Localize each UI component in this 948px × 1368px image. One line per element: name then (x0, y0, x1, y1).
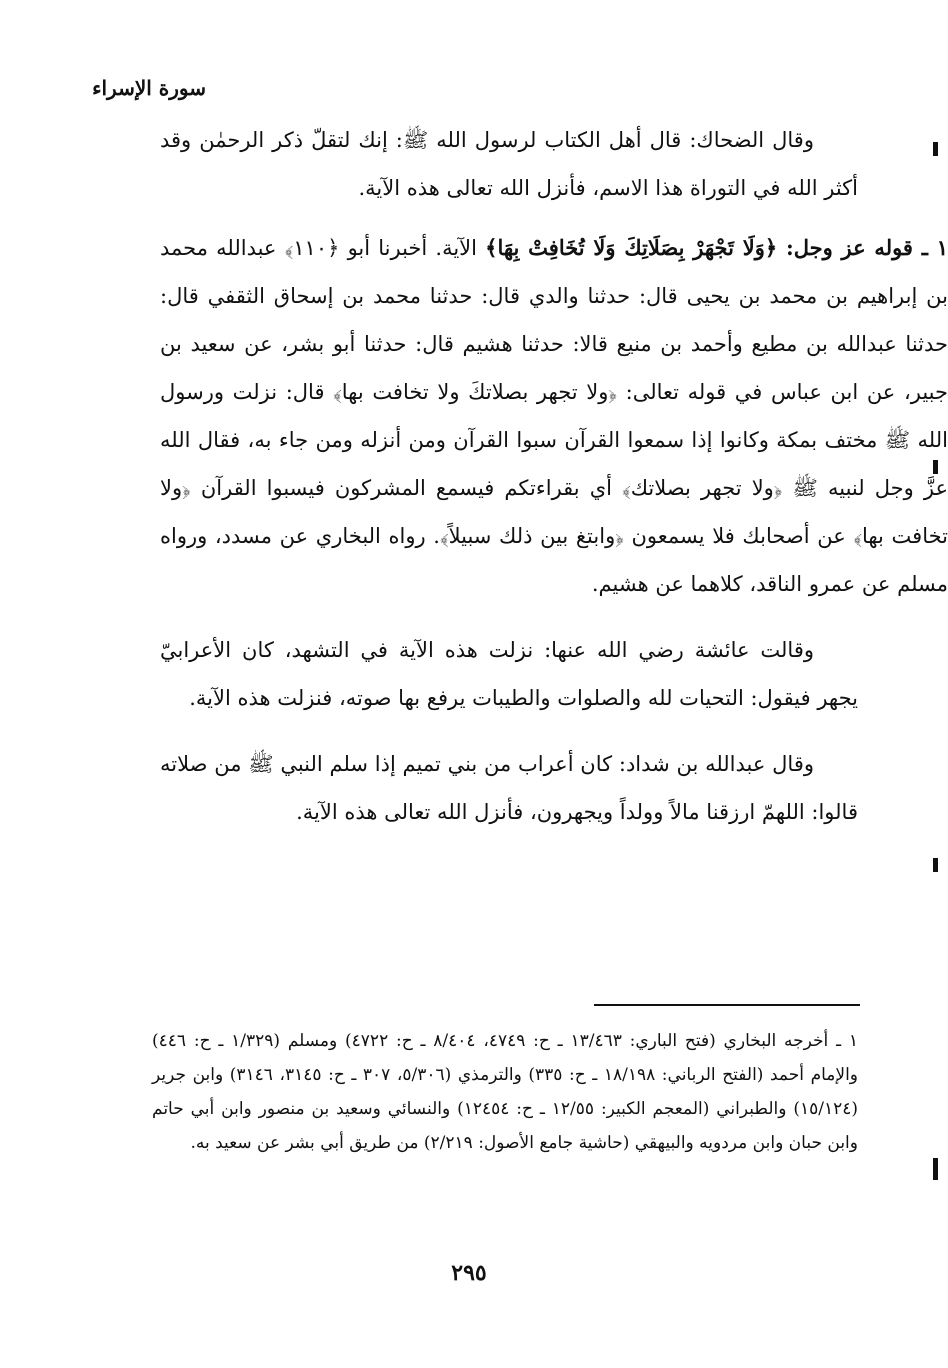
paragraph-verse-110 (160, 224, 948, 608)
verse-narration: الآية. أخبرنا أبو ﴿١١٠﴾ عبدالله محمد بن إبراهيم بن محمد بن يحيى قال: حدثنا والدي قال: حدثنا محمد بن إسحاق الثقفي قال: حدثنا عبدالله بن مطيع وأحمد بن منيع قالا: حدثنا هشيم قال: حدثنا أبو بشر، عن سعيد بن جبير، عن ابن عباس في قوله تعالى: ﴿ولا تجهر بصلاتكَ ولا تخافت بها﴾ قال: نزلت ورسول الله ﷺ مختف بمكة وكانوا إذا سمعوا القرآن سبوا القرآن ومن أنزله ومن جاء به، فقال الله عزَّ وجل لنبيه ﷺ ﴿ولا تجهر بصلاتك﴾ أي بقراءتكم فيسمع المشركون فيسبوا القرآن ﴿ولا تخافت بها﴾ عن أصحابك فلا يسمعون ﴿وابتغ بين ذلك سبيلاً﴾. رواه البخاري عن مسدد، ورواه مسلم عن عمرو الناقد، كلاهما عن هشيم. (160, 236, 948, 596)
paragraph-gap (160, 722, 858, 740)
footnote-separator (594, 1004, 860, 1006)
margin-mark (933, 1158, 938, 1180)
footnote-1: ١ ـ أخرجه البخاري (فتح الباري: ١٣/٤٦٣ ـ ح: ٤٧٤٩، ٨/٤٠٤ ـ ح: ٤٧٢٢) ومسلم (١/٣٢٩ ـ ح: ٤٤٦) والإمام أحمد (الفتح الرباني: ١٨/١٩٨ ـ ح: ٣٣٥) والترمذي (٥/٣٠٦، ٣٠٧ ـ ح: ٣١٤٥، ٣١٤٦) وابن جرير (١٥/١٢٤) والطبراني (المعجم الكبير: ١٢/٥٥ ـ ح: ١٢٤٥٤) والنسائي وسعيد بن منصور وابن أبي حاتم وابن حبان وابن مردويه والبيهقي (حاشية جامع الأصول: ٢/٢١٩) من طريق أبي بشر عن سعيد به. (152, 1031, 859, 1153)
paragraph-gap (160, 212, 858, 224)
paragraph-aisha: وقالت عائشة رضي الله عنها: نزلت هذه الآية في التشهد، كان الأعرابيّ يجهر فيقول: التحيات لله والصلوات والطيبات يرفع بها صوته، فنزلت هذه الآية. (160, 638, 858, 710)
main-text (160, 116, 948, 836)
paragraph-abdullah-shaddad: وقال عبدالله بن شداد: كان أعراب من بني تميم إذا سلم النبي ﷺ من صلاته قالوا: اللهمّ ارزقنا مالاً وولداً ويجهرون، فأنزل الله تعالى هذه الآية. (160, 752, 858, 824)
margin-mark (933, 858, 938, 872)
page-number: ٢٩٥ (451, 1260, 487, 1286)
verse-heading: ١ ـ قوله عز وجل: ﴿وَلَا تَجْهَرْ بِصَلَاتِكَ وَلَا تُخَافِتْ بِهَا﴾ (485, 235, 948, 260)
surah-header: سورة الإسراء (92, 76, 206, 100)
margin-mark (933, 460, 938, 474)
paragraph-gap (160, 608, 858, 626)
paragraph-dahhak: وقال الضحاك: قال أهل الكتاب لرسول الله ﷺ: إنك لتقلّ ذكر الرحمٰن وقد أكثر الله في التوراة هذا الاسم، فأنزل الله تعالى هذه الآية. (160, 128, 858, 200)
footnotes (152, 1024, 858, 1160)
margin-mark (933, 142, 938, 156)
